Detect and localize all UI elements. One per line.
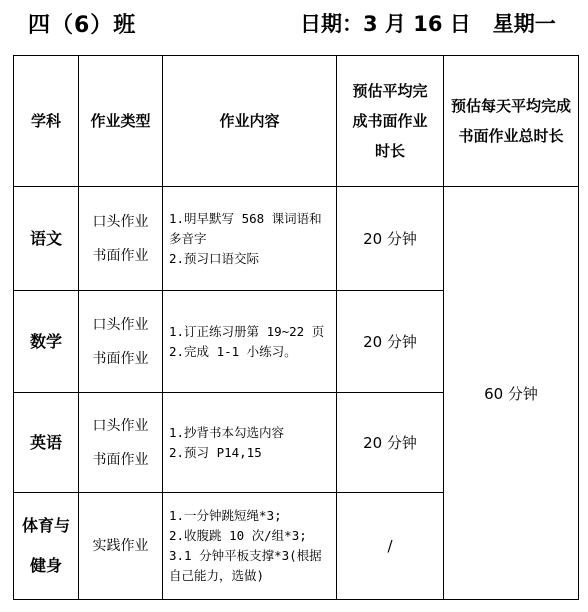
header-subject: 学科 [14, 56, 79, 187]
subject-cell: 体育与健身 [14, 493, 79, 600]
content-item: 3.1 分钟平板支撑*3(根据自己能力，选做) [169, 548, 322, 583]
subject-cell: 英语 [14, 393, 79, 493]
subject-cell: 语文 [14, 187, 79, 291]
type-cell [79, 291, 163, 393]
content-item: 1.明早默写 568 课词语和多音字 [169, 210, 322, 246]
daily-total-cell: 60 分钟 [444, 187, 579, 600]
content-item: 1.订正练习册第 19~22 页 [169, 323, 325, 339]
time-cell: 20 分钟 [337, 291, 444, 393]
content-item: 1.一分钟跳短绳*3; [169, 508, 282, 523]
type-item: 口头作业 [92, 316, 149, 333]
header-content: 作业内容 [163, 56, 337, 187]
class-name: 四（6）班 [28, 13, 137, 38]
homework-table [13, 55, 579, 600]
content-item: 2.预习口语交际 [169, 250, 260, 266]
type-cell [79, 393, 163, 493]
type-item: 书面作业 [92, 247, 149, 264]
content-item: 2.收腹跳 10 次/组*3; [169, 528, 307, 543]
content-item: 2.完成 1-1 小练习。 [169, 343, 297, 359]
table-header-row [14, 56, 579, 187]
subject-cell: 数学 [14, 291, 79, 393]
type-item: 书面作业 [92, 350, 149, 367]
time-cell: / [337, 493, 444, 600]
header-type: 作业类型 [79, 56, 163, 187]
type-item: 书面作业 [92, 451, 149, 468]
time-cell: 20 分钟 [337, 187, 444, 291]
type-item: 口头作业 [92, 213, 149, 230]
header-daily-total: 预估每天平均完成书面作业总时长 [444, 56, 579, 187]
table-row [14, 187, 579, 291]
header-avg-time: 预估平均完成书面作业时长 [337, 56, 444, 187]
page-header [0, 6, 588, 42]
content-cell [163, 291, 337, 393]
type-cell [79, 493, 163, 600]
content-cell [163, 493, 337, 600]
content-item: 2.预习 P14,15 [169, 444, 262, 460]
date-weekday: 日期：3 月 16 日 星期一 [300, 12, 556, 36]
content-item: 1.抄背书本勾选内容 [169, 424, 285, 440]
type-cell [79, 187, 163, 291]
content-cell [163, 393, 337, 493]
content-cell [163, 187, 337, 291]
time-cell: 20 分钟 [337, 393, 444, 493]
type-item: 实践作业 [92, 538, 149, 554]
type-item: 口头作业 [92, 417, 149, 434]
